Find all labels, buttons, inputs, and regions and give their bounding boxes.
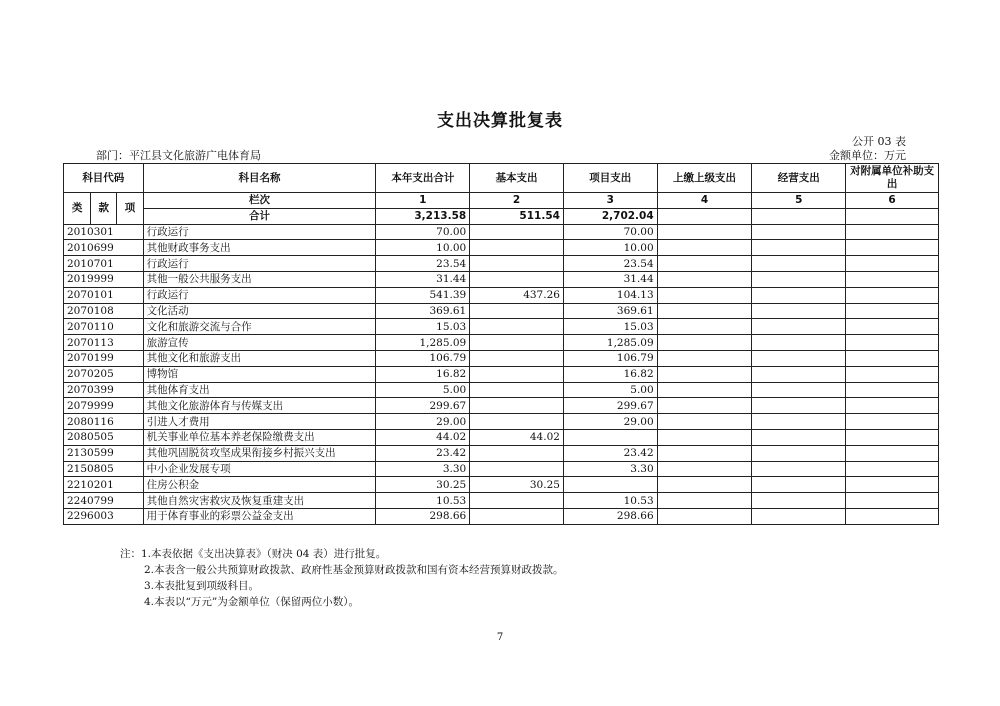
form-number: 公开 03 表 [852,135,906,148]
row-total: 106.79 [376,350,470,366]
column-number-4: 4 [657,193,752,209]
row-project: 70.00 [563,224,657,240]
notes [120,546,564,610]
row-project: 1,285.09 [563,335,657,351]
row-business [752,319,846,335]
row-superior [657,477,752,493]
row-code: 2079999 [64,398,144,414]
row-business [752,287,846,303]
row-name: 其他财政事务支出 [143,240,376,256]
row-code: 2240799 [64,493,144,509]
table-row [64,303,939,319]
row-subsidy [846,414,939,430]
table-row [64,350,939,366]
header-row [64,164,939,193]
row-code: 2070110 [64,319,144,335]
row-basic [470,303,564,319]
row-basic [470,414,564,430]
table-row [64,414,939,430]
row-business [752,508,846,524]
row-total: 16.82 [376,366,470,382]
row-basic [470,445,564,461]
row-code: 2070399 [64,382,144,398]
row-superior [657,493,752,509]
row-subsidy [846,445,939,461]
row-total: 31.44 [376,271,470,287]
row-project [563,477,657,493]
column-number-3: 3 [563,193,657,209]
row-project [563,429,657,445]
row-business [752,256,846,272]
table-row [64,256,939,272]
row-business [752,240,846,256]
row-name: 博物馆 [143,366,376,382]
row-business [752,398,846,414]
row-superior [657,461,752,477]
row-code: 2150805 [64,461,144,477]
table-row [64,429,939,445]
row-subsidy [846,240,939,256]
header-subsidy: 对附属单位补助支出 [846,164,939,193]
row-name: 旅游宣传 [143,335,376,351]
row-superior [657,382,752,398]
row-superior [657,240,752,256]
row-basic: 30.25 [470,477,564,493]
header-project: 项目支出 [563,164,657,193]
row-code: 2070199 [64,350,144,366]
table-row [64,508,939,524]
total-row [64,208,939,224]
column-number-row [64,193,939,209]
row-basic [470,461,564,477]
total-label: 合计 [143,208,376,224]
row-name: 行政运行 [143,256,376,272]
row-superior [657,319,752,335]
row-total: 3.30 [376,461,470,477]
row-total: 15.03 [376,319,470,335]
row-name: 用于体育事业的彩票公益金支出 [143,508,376,524]
row-superior [657,445,752,461]
row-code: 2070108 [64,303,144,319]
row-name: 中小企业发展专项 [143,461,376,477]
header-kuan: 款 [91,193,117,225]
row-subsidy [846,461,939,477]
row-superior [657,287,752,303]
row-code: 2080116 [64,414,144,430]
header-xiang: 项 [117,193,143,225]
row-code: 2070205 [64,366,144,382]
row-project: 10.53 [563,493,657,509]
table-row [64,493,939,509]
row-superior [657,256,752,272]
table-row [64,319,939,335]
header-superior: 上缴上级支出 [657,164,752,193]
row-code: 2080505 [64,429,144,445]
row-superior [657,398,752,414]
row-project: 23.54 [563,256,657,272]
row-business [752,445,846,461]
row-name: 其他文化和旅游支出 [143,350,376,366]
table-row [64,366,939,382]
row-project: 15.03 [563,319,657,335]
column-number-6: 6 [846,193,939,209]
row-name: 其他体育支出 [143,382,376,398]
row-subsidy [846,319,939,335]
row-project: 298.66 [563,508,657,524]
row-basic [470,382,564,398]
table-row [64,477,939,493]
total-sum: 3,213.58 [376,208,470,224]
row-name: 行政运行 [143,224,376,240]
row-project: 29.00 [563,414,657,430]
row-basic [470,256,564,272]
page-title: 支出决算批复表 [437,111,563,131]
row-total: 1,285.09 [376,335,470,351]
header-code: 科目代码 [64,164,144,193]
header-name: 科目名称 [143,164,376,193]
column-row-label: 栏次 [143,193,376,209]
total-business [752,208,846,224]
row-basic [470,271,564,287]
row-total: 29.00 [376,414,470,430]
row-name: 文化和旅游交流与合作 [143,319,376,335]
department-label: 部门：平江县文化旅游广电体育局 [96,149,261,162]
row-business [752,461,846,477]
table-row [64,382,939,398]
row-code: 2010699 [64,240,144,256]
row-project: 10.00 [563,240,657,256]
total-basic: 511.54 [470,208,564,224]
table-row [64,240,939,256]
total-subsidy [846,208,939,224]
row-basic [470,240,564,256]
row-business [752,382,846,398]
row-basic [470,319,564,335]
table-row [64,335,939,351]
row-superior [657,303,752,319]
table-row [64,224,939,240]
row-total: 541.39 [376,287,470,303]
row-superior [657,508,752,524]
header-basic: 基本支出 [470,164,564,193]
row-subsidy [846,508,939,524]
row-superior [657,414,752,430]
table-row [64,461,939,477]
row-name: 其他巩固脱贫攻坚成果衔接乡村振兴支出 [143,445,376,461]
row-project: 3.30 [563,461,657,477]
column-number-2: 2 [470,193,564,209]
row-basic: 44.02 [470,429,564,445]
row-name: 引进人才费用 [143,414,376,430]
row-subsidy [846,366,939,382]
row-subsidy [846,398,939,414]
row-basic [470,508,564,524]
unit-label: 金额单位：万元 [829,149,906,162]
row-total: 23.54 [376,256,470,272]
note-1: 注：1.本表依据《支出决算表》（财决 04 表）进行批复。 [120,548,387,560]
row-superior [657,429,752,445]
row-superior [657,224,752,240]
row-name: 机关事业单位基本养老保险缴费支出 [143,429,376,445]
note-2: 2.本表含一般公共预算财政拨款、政府性基金预算财政拨款和国有资本经营预算财政拨款。 [144,564,564,576]
column-number-5: 5 [752,193,846,209]
row-code: 2296003 [64,508,144,524]
row-project: 16.82 [563,366,657,382]
row-business [752,414,846,430]
row-project: 31.44 [563,271,657,287]
row-superior [657,350,752,366]
row-project: 106.79 [563,350,657,366]
row-subsidy [846,287,939,303]
row-project: 369.61 [563,303,657,319]
row-business [752,429,846,445]
row-total: 44.02 [376,429,470,445]
row-subsidy [846,335,939,351]
table-row [64,287,939,303]
row-basic [470,224,564,240]
table-row [64,271,939,287]
row-project: 104.13 [563,287,657,303]
row-total: 298.66 [376,508,470,524]
row-subsidy [846,271,939,287]
row-basic: 437.26 [470,287,564,303]
row-business [752,350,846,366]
row-name: 其他文化旅游体育与传媒支出 [143,398,376,414]
row-basic [470,350,564,366]
row-project: 23.42 [563,445,657,461]
row-code: 2210201 [64,477,144,493]
row-basic [470,335,564,351]
total-project: 2,702.04 [563,208,657,224]
row-name: 其他一般公共服务支出 [143,271,376,287]
row-code: 2130599 [64,445,144,461]
column-number-1: 1 [376,193,470,209]
row-subsidy [846,493,939,509]
row-subsidy [846,429,939,445]
row-total: 23.42 [376,445,470,461]
row-total: 369.61 [376,303,470,319]
row-subsidy [846,350,939,366]
row-business [752,271,846,287]
row-code: 2019999 [64,271,144,287]
header-business: 经营支出 [752,164,846,193]
row-business [752,493,846,509]
row-code: 2070113 [64,335,144,351]
row-name: 行政运行 [143,287,376,303]
row-total: 299.67 [376,398,470,414]
total-superior [657,208,752,224]
row-basic [470,493,564,509]
row-superior [657,335,752,351]
note-3: 3.本表批复到项级科目。 [144,580,260,592]
row-subsidy [846,303,939,319]
table-row [64,398,939,414]
row-business [752,224,846,240]
row-subsidy [846,224,939,240]
row-business [752,335,846,351]
note-4: 4.本表以“万元”为金额单位（保留两位小数）。 [144,596,360,608]
row-total: 5.00 [376,382,470,398]
row-subsidy [846,477,939,493]
row-superior [657,366,752,382]
table-row [64,445,939,461]
row-project: 299.67 [563,398,657,414]
row-code: 2010301 [64,224,144,240]
header-total: 本年支出合计 [376,164,470,193]
row-business [752,303,846,319]
row-name: 文化活动 [143,303,376,319]
page-number: 7 [496,632,504,643]
expenditure-table [63,163,939,525]
row-total: 10.53 [376,493,470,509]
row-total: 30.25 [376,477,470,493]
row-name: 住房公积金 [143,477,376,493]
row-subsidy [846,256,939,272]
row-project: 5.00 [563,382,657,398]
row-business [752,477,846,493]
row-superior [657,271,752,287]
row-code: 2010701 [64,256,144,272]
row-basic [470,398,564,414]
row-basic [470,366,564,382]
row-total: 70.00 [376,224,470,240]
row-subsidy [846,382,939,398]
row-total: 10.00 [376,240,470,256]
row-name: 其他自然灾害救灾及恢复重建支出 [143,493,376,509]
header-lei: 类 [64,193,91,225]
row-business [752,366,846,382]
row-code: 2070101 [64,287,144,303]
